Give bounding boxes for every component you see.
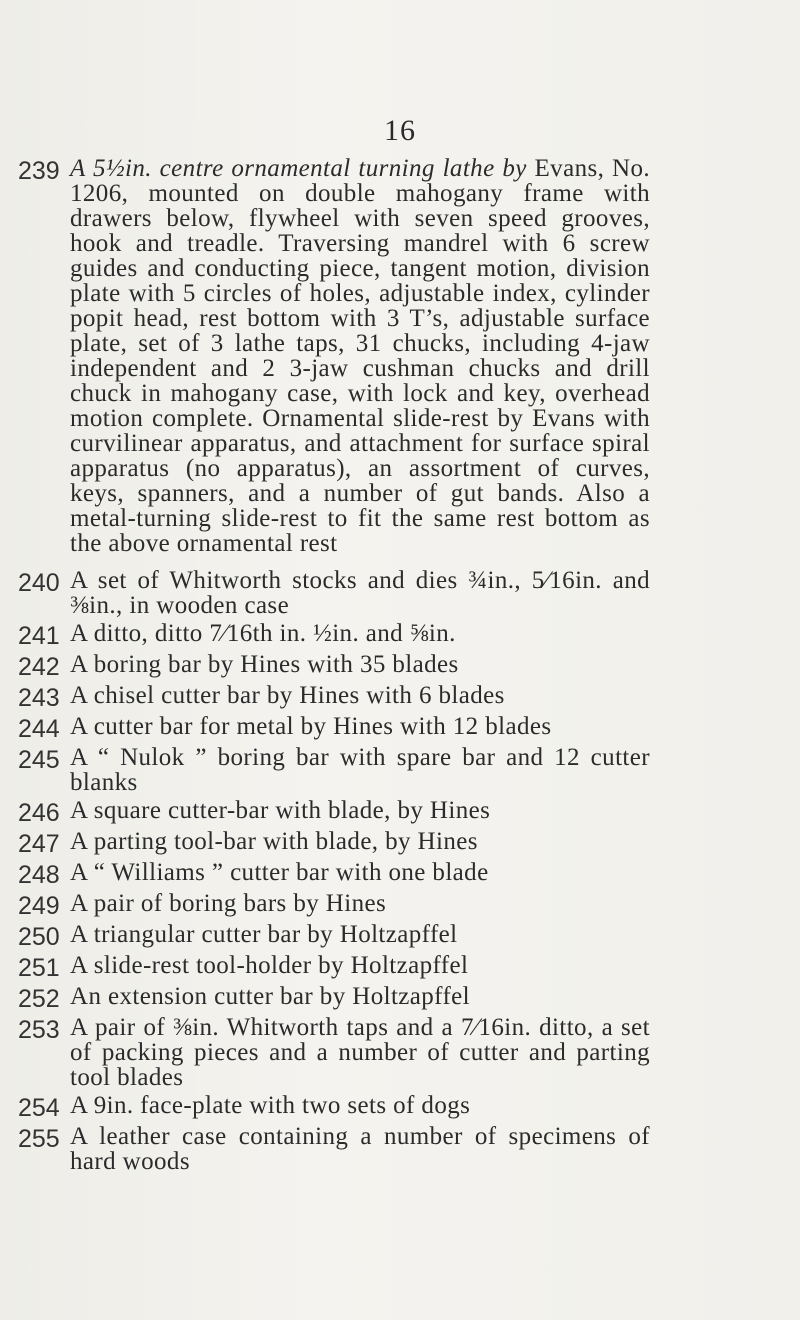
lot-number: 254 [18, 1094, 60, 1122]
lot-entry-239 [18, 156, 788, 556]
lot-description-body: Evans, No. 1206, mounted on double mahogany frame with drawers below, flywheel with seven speed grooves, hook and treadle. Traversing mandrel with 6 screw guides and conducting piece, tangent motion, division plate with 5 circles of holes, adjustable index, cylinder popit head, rest bottom with 3 T’s, adjustable surface plate, set of 3 lathe taps, 31 chucks, including 4-jaw independent and 2 3-jaw cushman chucks and drill chuck in mahogany case, with lock and key, overhead motion complete. Ornamental slide-rest by Evans with curvilinear apparatus, and attachment for surface spiral apparatus (no apparatus), an assortment of curves, keys, spanners, and a number of gut bands. Also a metal-turning slide-rest to fit the same rest bottom as the above ornamental rest [70, 155, 651, 557]
lot-entry-243 [18, 683, 788, 711]
lot-list [18, 156, 788, 1177]
lot-number: 250 [18, 923, 60, 951]
lot-entry-244 [18, 714, 788, 742]
lot-number: 243 [18, 684, 60, 712]
lot-number: 252 [18, 985, 60, 1013]
lot-description: A boring bar by Hines with 35 blades [70, 651, 459, 678]
lot-description: A triangular cutter bar by Holtzapffel [70, 921, 458, 948]
lot-description: A “ Nulok ” boring bar with spare bar and 12 cutter blanks [70, 744, 650, 796]
lot-description: A ditto, ditto 7⁄16th in. ½in. and ⅝in. [70, 620, 456, 647]
lot-number: 240 [18, 569, 60, 597]
lot-description: A pair of boring bars by Hines [70, 890, 387, 917]
lot-description: A leather case containing a number of specimens of hard woods [70, 1123, 650, 1175]
lot-entry-251 [18, 953, 788, 981]
lot-description: A set of Whitworth stocks and dies ¾in., 5⁄16in. and ⅜in., in wooden case [70, 567, 650, 619]
lot-description: A cutter bar for metal by Hines with 12 blades [70, 713, 552, 740]
lot-description [70, 156, 650, 556]
lot-entry-240 [18, 568, 788, 618]
lot-description: A square cutter-bar with blade, by Hines [70, 797, 491, 824]
lot-description: A parting tool-bar with blade, by Hines [70, 828, 478, 855]
lot-entry-250 [18, 922, 788, 950]
lot-description: A slide-rest tool-holder by Holtzapffel [70, 952, 469, 979]
lot-description: A “ Williams ” cutter bar with one blade [70, 859, 489, 886]
lot-entry-252 [18, 984, 788, 1012]
lot-description: A 9in. face-plate with two sets of dogs [70, 1092, 471, 1119]
lot-number: 248 [18, 861, 60, 889]
lot-entry-255 [18, 1124, 788, 1174]
lot-description: A pair of ⅜in. Whitworth taps and a 7⁄16in. ditto, a set of packing pieces and a number of cutter and parting tool blades [70, 1014, 650, 1091]
lot-number: 239 [18, 157, 60, 185]
lot-number: 247 [18, 830, 60, 858]
lot-entry-241 [18, 621, 788, 649]
lot-entry-254 [18, 1093, 788, 1121]
lot-number: 244 [18, 715, 60, 743]
lot-entry-249 [18, 891, 788, 919]
lot-entry-245 [18, 745, 788, 795]
lot-number: 246 [18, 799, 60, 827]
lot-number: 245 [18, 746, 60, 774]
page-number: 16 [384, 114, 416, 147]
lot-description: A chisel cutter bar by Hines with 6 blades [70, 682, 505, 709]
lot-number: 249 [18, 892, 60, 920]
lot-entry-248 [18, 860, 788, 888]
lot-entry-247 [18, 829, 788, 857]
lot-number: 253 [18, 1016, 60, 1044]
lot-description-heading: A 5½in. centre ornamental turning lathe by [70, 155, 527, 182]
lot-description: An extension cutter bar by Holtzapffel [70, 983, 471, 1010]
lot-number: 241 [18, 622, 60, 650]
lot-number: 255 [18, 1125, 60, 1153]
lot-entry-242 [18, 652, 788, 680]
lot-number: 251 [18, 954, 60, 982]
lot-entry-253 [18, 1015, 788, 1090]
lot-number: 242 [18, 653, 60, 681]
lot-entry-246 [18, 798, 788, 826]
